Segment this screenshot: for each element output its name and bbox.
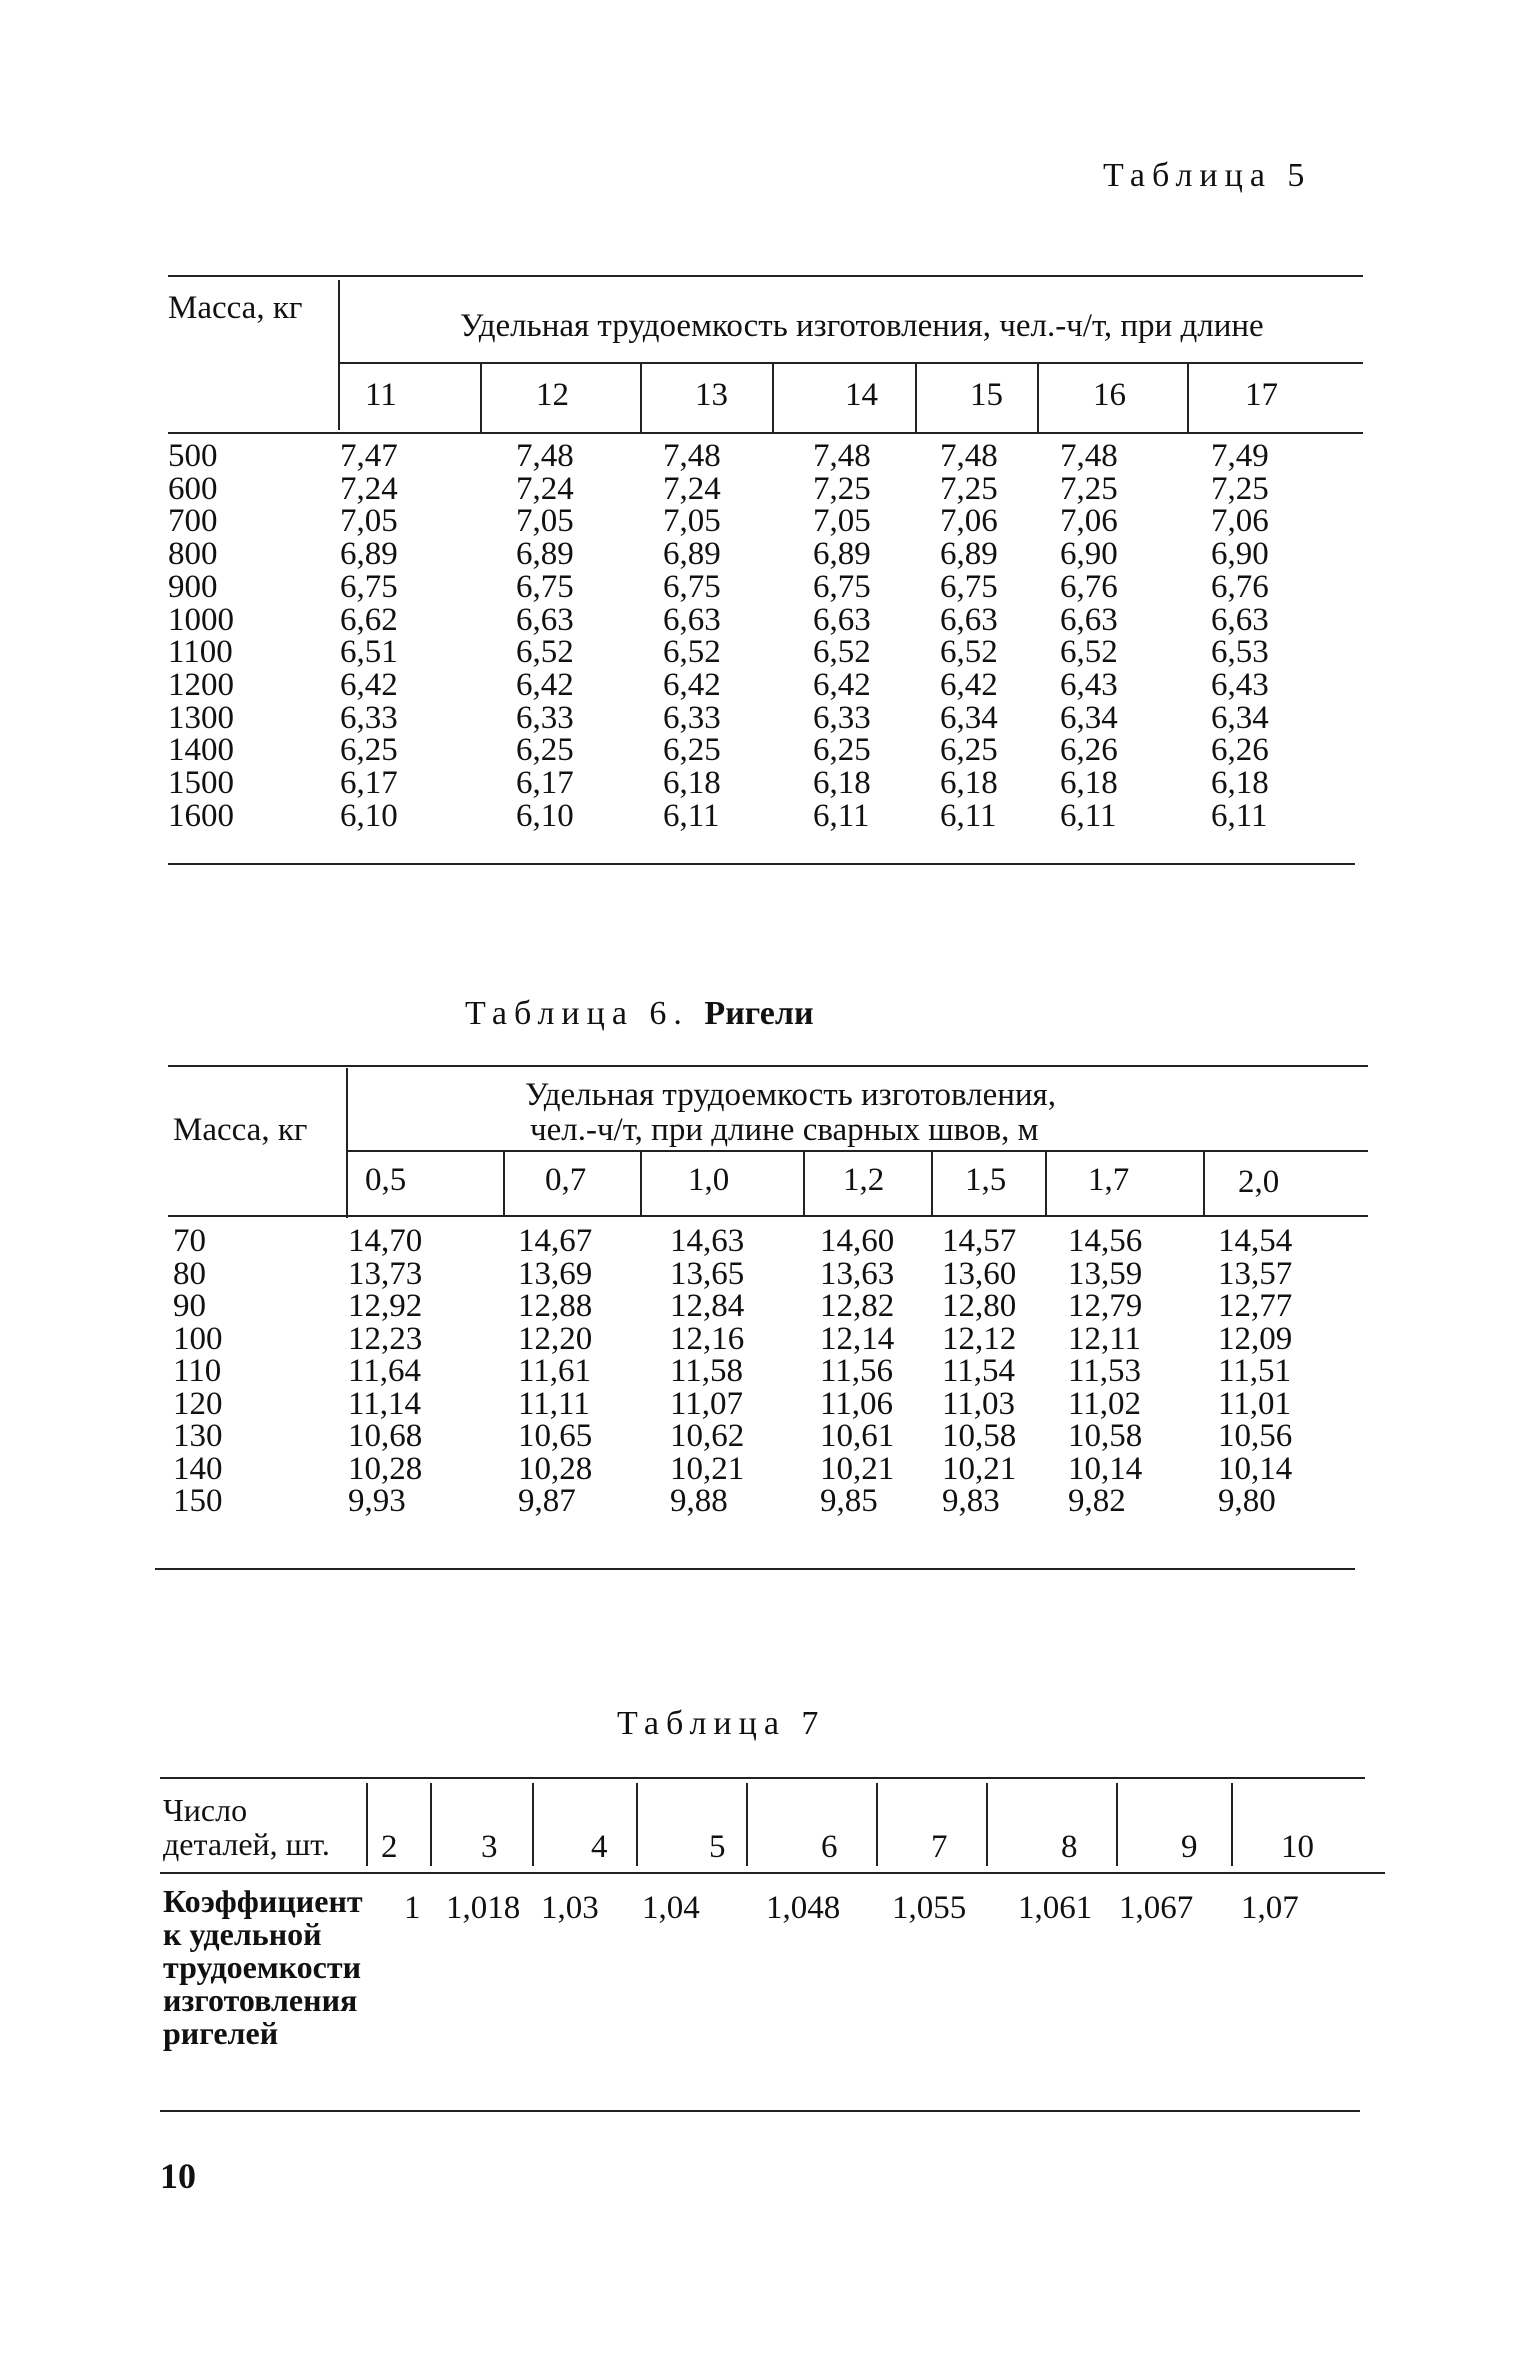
table6-col-2-0: 2,0 [1238, 1164, 1280, 1200]
value-cell: 10,56 [1218, 1418, 1293, 1454]
table6-col-1-5: 1,5 [965, 1162, 1007, 1198]
table6-col-headers [348, 1150, 1368, 1215]
mass-cell: 110 [173, 1353, 222, 1389]
value-cell: 6,76 [1060, 568, 1118, 605]
value-cell: 6,52 [813, 634, 871, 671]
value-cell: 11,51 [1218, 1353, 1292, 1389]
value-cell: 6,25 [340, 732, 398, 769]
table7-bottom-rule [160, 2110, 1360, 2112]
value-cell: 6,25 [940, 732, 998, 769]
table7-col-divider [532, 1783, 534, 1866]
table7-col-divider [746, 1783, 748, 1866]
table6-group-header-line1: Удельная трудоемкость изготовления, [525, 1077, 1056, 1113]
table6-col-divider [1045, 1150, 1047, 1215]
mass-cell: 1600 [168, 797, 234, 834]
mass-cell: 70 [173, 1223, 206, 1259]
value-cell: 11,56 [820, 1353, 894, 1389]
value-cell: 13,69 [518, 1255, 593, 1292]
table5-col-15: 15 [970, 377, 1003, 413]
value-cell: 7,48 [516, 438, 574, 474]
value-cell: 6,75 [813, 568, 871, 605]
mass-cell: 500 [168, 438, 218, 474]
table6-caption [465, 995, 814, 1033]
value-cell: 13,59 [1068, 1255, 1143, 1292]
value-cell: 6,63 [516, 601, 574, 638]
table6-col-1-0: 1,0 [688, 1162, 730, 1198]
value-cell: 6,18 [1060, 765, 1118, 801]
value-cell: 7,25 [1211, 470, 1269, 507]
value-cell: 6,89 [813, 536, 871, 573]
mass-cell: 90 [173, 1288, 206, 1324]
value-cell: 7,05 [340, 503, 398, 540]
value-cell: 6,18 [813, 765, 871, 801]
value-cell: 10,21 [670, 1450, 745, 1487]
table6-col-divider [931, 1150, 933, 1215]
table6-col-divider [503, 1150, 505, 1215]
mass-cell: 1500 [168, 765, 234, 801]
value-cell: 6,42 [813, 666, 871, 703]
table5-col-headers [340, 362, 1363, 432]
mass-cell: 700 [168, 503, 218, 540]
value-cell: 6,52 [516, 634, 574, 671]
value-cell: 7,25 [1060, 470, 1118, 507]
table7-coefficient: 1,018 [446, 1890, 521, 1926]
table5-col-14: 14 [845, 377, 878, 413]
value-cell: 6,75 [340, 568, 398, 605]
table5-col-divider [915, 362, 917, 432]
value-cell: 6,42 [516, 666, 574, 703]
value-cell: 12,14 [820, 1320, 895, 1357]
mass-cell: 130 [173, 1418, 223, 1454]
value-cell: 11,11 [518, 1385, 590, 1422]
value-cell: 10,58 [1068, 1418, 1143, 1454]
value-cell: 11,03 [942, 1385, 1016, 1422]
value-cell: 6,53 [1211, 634, 1269, 671]
value-cell: 10,62 [670, 1418, 745, 1454]
table7-parts-count: 10 [1281, 1829, 1314, 1865]
value-cell: 6,63 [1211, 601, 1269, 638]
value-cell: 10,68 [348, 1418, 423, 1454]
table6-group-header-line2: чел.-ч/т, при длине сварных швов, м [530, 1112, 1039, 1148]
value-cell: 13,63 [820, 1255, 895, 1292]
table7-coefficient: 1,061 [1018, 1890, 1093, 1926]
table7-col-divider [430, 1783, 432, 1866]
table6-col-divider [803, 1150, 805, 1215]
value-cell: 7,48 [663, 438, 721, 474]
value-cell: 6,11 [940, 797, 997, 834]
value-cell: 6,18 [1211, 765, 1269, 801]
value-cell: 6,76 [1211, 568, 1269, 605]
value-cell: 14,70 [348, 1223, 423, 1259]
value-cell: 11,64 [348, 1353, 422, 1389]
value-cell: 7,24 [516, 470, 574, 507]
value-cell: 12,12 [942, 1320, 1017, 1357]
value-cell: 12,77 [1218, 1288, 1293, 1324]
value-cell: 11,58 [670, 1353, 744, 1389]
value-cell: 7,25 [940, 470, 998, 507]
value-cell: 7,05 [663, 503, 721, 540]
value-cell: 11,02 [1068, 1385, 1142, 1422]
table5-mass-header: Масса, кг [168, 290, 303, 326]
value-cell: 12,84 [670, 1288, 745, 1324]
value-cell: 6,90 [1060, 536, 1118, 573]
table5-col-17: 17 [1245, 377, 1278, 413]
table6-col-0-5: 0,5 [365, 1162, 407, 1198]
value-cell: 6,17 [340, 765, 398, 801]
table6-col-divider [640, 1150, 642, 1215]
value-cell: 6,63 [663, 601, 721, 638]
value-cell: 7,06 [1060, 503, 1118, 540]
value-cell: 6,34 [940, 699, 998, 736]
value-cell: 10,61 [820, 1418, 895, 1454]
value-cell: 12,92 [348, 1288, 423, 1324]
value-cell: 12,79 [1068, 1288, 1143, 1324]
value-cell: 6,10 [340, 797, 398, 834]
table7-parts-count: 7 [931, 1829, 948, 1865]
value-cell: 11,14 [348, 1385, 422, 1422]
value-cell: 7,47 [340, 438, 398, 474]
value-cell: 9,87 [518, 1483, 576, 1519]
table7-col-divider [876, 1783, 878, 1866]
table5-col-11: 11 [365, 377, 397, 413]
value-cell: 6,25 [813, 732, 871, 769]
table5-col-13: 13 [695, 377, 728, 413]
value-cell: 6,62 [340, 601, 398, 638]
value-cell: 7,06 [1211, 503, 1269, 540]
table5-group-header: Удельная трудоемкость изготовления, чел.-ч/т, при длине [460, 308, 1264, 344]
table5-header-bottom-rule [168, 432, 1363, 434]
table7-header-row [366, 1777, 1366, 1872]
value-cell: 10,14 [1068, 1450, 1143, 1487]
table6-col-divider [1203, 1150, 1205, 1215]
value-cell: 14,56 [1068, 1223, 1143, 1259]
mass-cell: 1200 [168, 666, 234, 703]
table7-header-bottom-rule [160, 1872, 1385, 1874]
table7-col-divider [986, 1783, 988, 1866]
value-cell: 11,01 [1218, 1385, 1292, 1422]
table6-bottom-rule [155, 1568, 1355, 1570]
value-cell: 11,53 [1068, 1353, 1142, 1389]
table5-col-divider [772, 362, 774, 432]
mass-cell: 1000 [168, 601, 234, 638]
page-number: 10 [160, 2156, 196, 2196]
value-cell: 10,28 [348, 1450, 423, 1487]
mass-cell: 900 [168, 568, 218, 605]
table7-coef-label: Коэффициент к удельной трудоемкости изготовления ригелей [163, 1883, 363, 2051]
table7-coefficient: 1,055 [892, 1890, 967, 1926]
table5-col-12: 12 [536, 377, 569, 413]
value-cell: 6,42 [940, 666, 998, 703]
value-cell: 6,43 [1060, 666, 1118, 703]
value-cell: 11,06 [820, 1385, 894, 1422]
value-cell: 13,65 [670, 1255, 745, 1292]
value-cell: 10,65 [518, 1418, 593, 1454]
value-cell: 14,60 [820, 1223, 895, 1259]
value-cell: 6,63 [813, 601, 871, 638]
mass-cell: 1100 [168, 634, 233, 671]
value-cell: 6,63 [940, 601, 998, 638]
value-cell: 12,88 [518, 1288, 593, 1324]
value-cell: 12,09 [1218, 1320, 1293, 1357]
table7-parts-count: 4 [591, 1829, 608, 1865]
value-cell: 13,57 [1218, 1255, 1293, 1292]
value-cell: 7,49 [1211, 438, 1269, 474]
value-cell: 6,18 [663, 765, 721, 801]
value-cell: 10,14 [1218, 1450, 1293, 1487]
value-cell: 6,33 [813, 699, 871, 736]
value-cell: 7,06 [940, 503, 998, 540]
value-cell: 6,52 [940, 634, 998, 671]
table5-col-divider [1037, 362, 1039, 432]
table7-parts-count: 2 [381, 1829, 398, 1865]
value-cell: 7,48 [813, 438, 871, 474]
value-cell: 11,61 [518, 1353, 592, 1389]
table6-caption-text: Таблица 6. [465, 995, 689, 1032]
value-cell: 6,89 [516, 536, 574, 573]
value-cell: 6,18 [940, 765, 998, 801]
table6-caption-title: Ригели [704, 995, 814, 1032]
table7-coefficient: 1,07 [1241, 1890, 1299, 1926]
value-cell: 10,28 [518, 1450, 593, 1487]
value-cell: 12,20 [518, 1320, 593, 1357]
table7-coefficient: 1,04 [642, 1890, 700, 1926]
value-cell: 7,24 [663, 470, 721, 507]
table7-coefficient: 1,067 [1119, 1890, 1194, 1926]
table6-top-rule [168, 1065, 1368, 1067]
table5-bottom-rule [168, 863, 1355, 865]
mass-cell: 100 [173, 1320, 223, 1357]
value-cell: 6,25 [663, 732, 721, 769]
value-cell: 9,83 [942, 1483, 1000, 1519]
table7-col-divider [636, 1783, 638, 1866]
value-cell: 7,48 [1060, 438, 1118, 474]
value-cell: 6,26 [1060, 732, 1118, 769]
table7-coefficient: 1,03 [541, 1890, 599, 1926]
table5-col-divider [640, 362, 642, 432]
value-cell: 7,05 [516, 503, 574, 540]
value-cell: 6,42 [340, 666, 398, 703]
value-cell: 11,54 [942, 1353, 1016, 1389]
value-cell: 6,43 [1211, 666, 1269, 703]
value-cell: 11,07 [670, 1385, 744, 1422]
table7-parts-count: 5 [709, 1829, 726, 1865]
mass-cell: 1400 [168, 732, 234, 769]
table7-parts-count: 3 [481, 1829, 498, 1865]
value-cell: 6,26 [1211, 732, 1269, 769]
mass-cell: 800 [168, 536, 218, 573]
mass-cell: 80 [173, 1255, 206, 1292]
table6-mass-header: Масса, кг [173, 1112, 308, 1148]
value-cell: 6,34 [1060, 699, 1118, 736]
value-cell: 10,58 [942, 1418, 1017, 1454]
value-cell: 6,89 [940, 536, 998, 573]
value-cell: 14,54 [1218, 1223, 1293, 1259]
table7-col-divider [1231, 1783, 1233, 1866]
value-cell: 6,11 [663, 797, 720, 834]
value-cell: 6,10 [516, 797, 574, 834]
mass-cell: 120 [173, 1385, 223, 1422]
table5-col-divider [1187, 362, 1189, 432]
table7-col-divider [1116, 1783, 1118, 1866]
table6-col-1-7: 1,7 [1088, 1162, 1130, 1198]
value-cell: 6,75 [940, 568, 998, 605]
table5-col-divider [480, 362, 482, 432]
value-cell: 6,11 [813, 797, 870, 834]
value-cell: 6,63 [1060, 601, 1118, 638]
value-cell: 14,63 [670, 1223, 745, 1259]
table6-header-bottom-rule [168, 1215, 1368, 1217]
value-cell: 9,93 [348, 1483, 406, 1519]
value-cell: 10,21 [942, 1450, 1017, 1487]
table7-col-divider [366, 1783, 368, 1866]
table7-parts-count: 9 [1181, 1829, 1198, 1865]
value-cell: 6,51 [340, 634, 398, 671]
value-cell: 6,11 [1060, 797, 1117, 834]
value-cell: 6,52 [1060, 634, 1118, 671]
value-cell: 6,34 [1211, 699, 1269, 736]
value-cell: 10,21 [820, 1450, 895, 1487]
table7-parts-header: Число деталей, шт. [163, 1792, 330, 1862]
value-cell: 7,24 [340, 470, 398, 507]
mass-cell: 150 [173, 1483, 223, 1519]
value-cell: 13,73 [348, 1255, 423, 1292]
table7-caption: Таблица 7 [617, 1705, 826, 1742]
value-cell: 6,33 [663, 699, 721, 736]
table7-coefficient: 1 [404, 1890, 421, 1926]
table5-top-rule [168, 275, 1363, 277]
value-cell: 12,23 [348, 1320, 423, 1357]
table7-parts-count: 8 [1061, 1829, 1078, 1865]
value-cell: 6,42 [663, 666, 721, 703]
value-cell: 12,16 [670, 1320, 745, 1357]
value-cell: 7,05 [813, 503, 871, 540]
value-cell: 12,80 [942, 1288, 1017, 1324]
table5-caption: Таблица 5 [1103, 157, 1312, 194]
value-cell: 6,52 [663, 634, 721, 671]
table6-col-0-7: 0,7 [545, 1162, 587, 1198]
mass-cell: 1300 [168, 699, 234, 736]
value-cell: 12,11 [1068, 1320, 1142, 1357]
mass-cell: 140 [173, 1450, 223, 1487]
value-cell: 6,75 [663, 568, 721, 605]
value-cell: 13,60 [942, 1255, 1017, 1292]
table7-parts-count: 6 [821, 1829, 838, 1865]
value-cell: 6,75 [516, 568, 574, 605]
value-cell: 6,11 [1211, 797, 1268, 834]
value-cell: 14,57 [942, 1223, 1017, 1259]
value-cell: 6,90 [1211, 536, 1269, 573]
value-cell: 7,25 [813, 470, 871, 507]
value-cell: 14,67 [518, 1223, 593, 1259]
value-cell: 9,85 [820, 1483, 878, 1519]
value-cell: 9,80 [1218, 1483, 1276, 1519]
value-cell: 9,88 [670, 1483, 728, 1519]
table5-col-16: 16 [1093, 377, 1126, 413]
table6-col-1-2: 1,2 [843, 1162, 885, 1198]
value-cell: 6,25 [516, 732, 574, 769]
value-cell: 6,89 [663, 536, 721, 573]
value-cell: 12,82 [820, 1288, 895, 1324]
value-cell: 6,33 [340, 699, 398, 736]
table7-coef-row [366, 1890, 1366, 1930]
value-cell: 6,33 [516, 699, 574, 736]
mass-cell: 600 [168, 470, 218, 507]
value-cell: 6,17 [516, 765, 574, 801]
value-cell: 7,48 [940, 438, 998, 474]
table7-coefficient: 1,048 [766, 1890, 841, 1926]
value-cell: 6,89 [340, 536, 398, 573]
value-cell: 9,82 [1068, 1483, 1126, 1519]
